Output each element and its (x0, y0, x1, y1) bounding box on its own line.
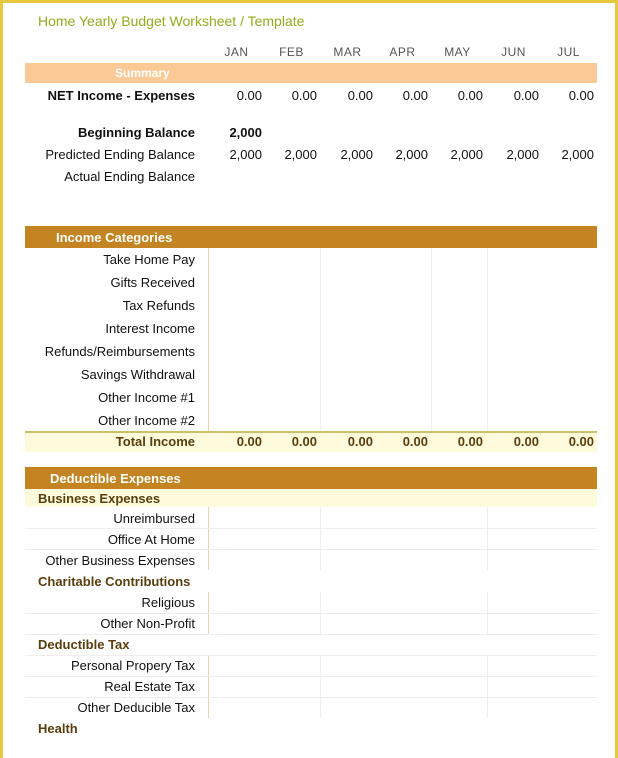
summary-label: Summary (115, 66, 170, 80)
predicted-ending-label: Predicted Ending Balance (45, 147, 195, 162)
net-income-jul[interactable]: 0.00 (568, 88, 594, 103)
deductible-expenses-label: Deductible Expenses (50, 471, 181, 486)
income-row-refunds-reimbursements: Refunds/Reimbursements (44, 344, 195, 359)
total-income-feb[interactable]: 0.00 (291, 434, 317, 449)
deductible-expenses-header (25, 467, 597, 489)
month-header-jul: JUL (557, 45, 580, 59)
expense-row-other-deductible-tax: Other Deducible Tax (77, 700, 195, 715)
total-income-apr[interactable]: 0.00 (402, 434, 428, 449)
predicted-jun[interactable]: 2,000 (506, 147, 539, 162)
page-title: Home Yearly Budget Worksheet / Template (38, 13, 305, 29)
expense-row-other-business: Other Business Expenses (45, 553, 195, 568)
income-categories-label: Income Categories (56, 230, 173, 245)
net-income-jun[interactable]: 0.00 (513, 88, 539, 103)
income-row-tax-refunds: Tax Refunds (122, 298, 195, 313)
month-header-may: MAY (444, 45, 471, 59)
total-income-jun[interactable]: 0.00 (513, 434, 539, 449)
net-income-apr[interactable]: 0.00 (402, 88, 428, 103)
business-expenses-label: Business Expenses (38, 491, 161, 506)
expense-row-office-at-home: Office At Home (107, 532, 195, 547)
predicted-may[interactable]: 2,000 (450, 147, 483, 162)
month-header-feb: FEB (279, 45, 304, 59)
expense-row-real-estate-tax: Real Estate Tax (104, 679, 195, 694)
net-income-mar[interactable]: 0.00 (347, 88, 373, 103)
predicted-jul[interactable]: 2,000 (561, 147, 594, 162)
net-income-feb[interactable]: 0.00 (291, 88, 317, 103)
predicted-apr[interactable]: 2,000 (395, 147, 428, 162)
net-income-may[interactable]: 0.00 (457, 88, 483, 103)
month-header-jan: JAN (224, 45, 249, 59)
actual-ending-label: Actual Ending Balance (64, 169, 195, 184)
income-row-savings-withdrawal: Savings Withdrawal (80, 367, 195, 382)
predicted-jan[interactable]: 2,000 (229, 147, 262, 162)
income-row-other-income-2: Other Income #2 (98, 413, 195, 428)
health-label: Health (38, 721, 78, 736)
expense-row-unreimbursed: Unreimbursed (113, 511, 195, 526)
total-income-jan[interactable]: 0.00 (236, 434, 262, 449)
beginning-balance-label: Beginning Balance (77, 125, 195, 140)
income-grid (208, 248, 597, 431)
month-header-jun: JUN (501, 45, 526, 59)
predicted-feb[interactable]: 2,000 (284, 147, 317, 162)
predicted-mar[interactable]: 2,000 (340, 147, 373, 162)
income-row-other-income-1: Other Income #1 (98, 390, 195, 405)
income-row-gifts-received: Gifts Received (110, 275, 195, 290)
expense-row-other-non-profit: Other Non-Profit (100, 616, 195, 631)
charitable-contributions-label: Charitable Contributions (38, 574, 191, 589)
net-income-label: NET Income - Expenses (47, 88, 195, 103)
month-header-apr: APR (389, 45, 416, 59)
expense-row-religious: Religious (141, 595, 195, 610)
income-row-interest-income: Interest Income (105, 321, 195, 336)
expense-row-personal-property-tax: Personal Propery Tax (70, 658, 195, 673)
income-categories-header (25, 226, 597, 248)
deductible-tax-label: Deductible Tax (38, 637, 130, 652)
beginning-balance-value[interactable]: 2,000 (229, 125, 262, 140)
total-income-mar[interactable]: 0.00 (347, 434, 373, 449)
net-income-jan[interactable]: 0.00 (236, 88, 262, 103)
total-income-may[interactable]: 0.00 (457, 434, 483, 449)
business-expenses-grid (208, 507, 597, 570)
income-row-take-home-pay: Take Home Pay (103, 252, 195, 267)
summary-header (25, 63, 597, 83)
month-header-mar: MAR (333, 45, 362, 59)
total-income-label: Total Income (115, 434, 195, 449)
total-income-jul[interactable]: 0.00 (568, 434, 594, 449)
deductible-tax-grid (208, 655, 597, 718)
